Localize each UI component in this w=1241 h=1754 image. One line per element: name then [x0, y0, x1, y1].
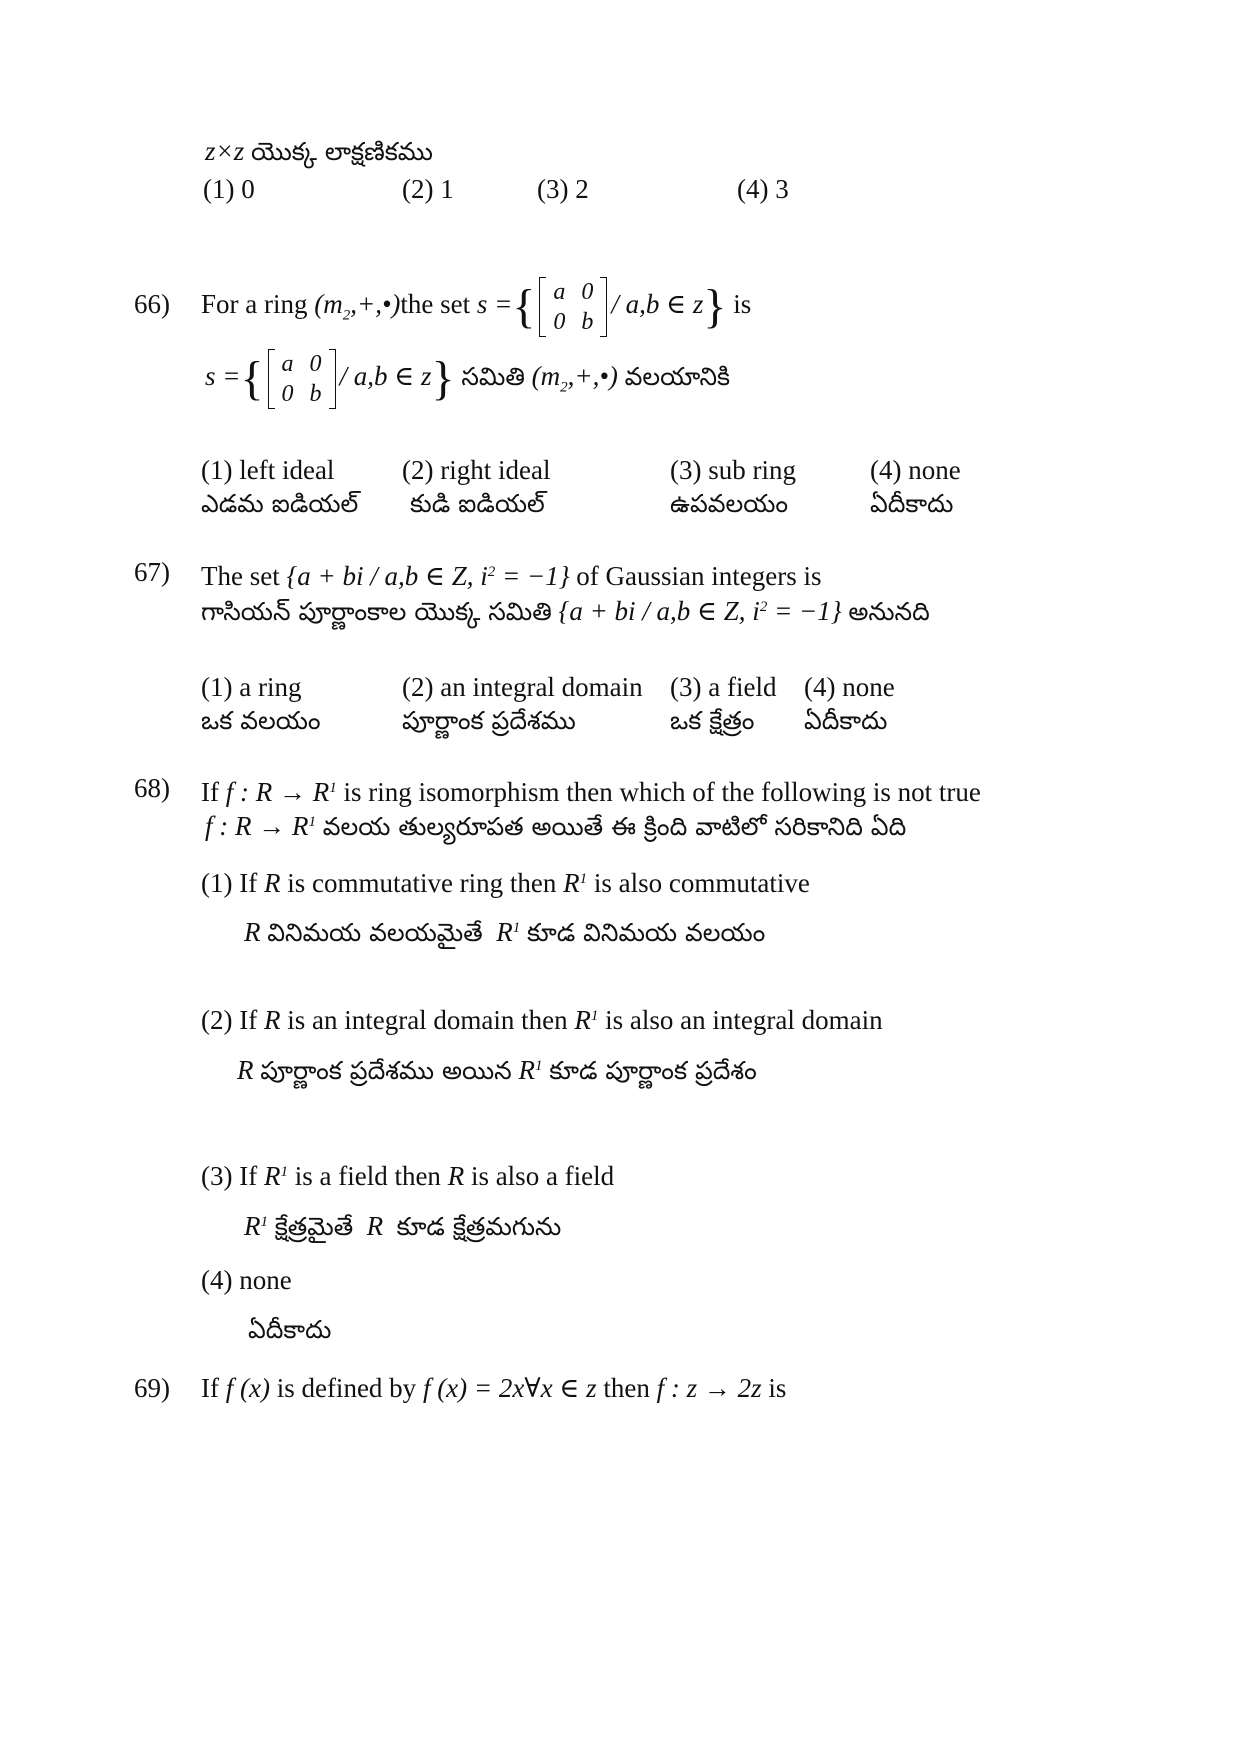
q68-option-3-en — [201, 1155, 614, 1193]
option-en: (3) a field — [670, 672, 777, 702]
q66-ring-rest: ,+,•) — [350, 289, 401, 319]
q68-map-te: f : R → R — [205, 811, 309, 841]
option-en: (3) sub ring — [670, 455, 796, 485]
var-R1-sup: 1 — [280, 1164, 288, 1180]
q65-telugu-stem — [205, 134, 433, 169]
q67-set-sup-te: 2 — [759, 599, 768, 615]
option-en: (4) none — [804, 672, 895, 702]
q65-option-4: (4) 3 — [737, 174, 789, 204]
q68-option-1-te — [244, 911, 765, 950]
q67-set-sup: 2 — [487, 564, 496, 580]
option-te: కూడ క్షేత్రమగును — [396, 1212, 562, 1241]
q66-option-1 — [201, 453, 358, 521]
option-te: కూడ పూర్ణాంక ప్రదేశం — [549, 1056, 757, 1085]
q68-english-stem — [201, 771, 981, 809]
q66-ring-sub-te: 2 — [560, 379, 568, 396]
option-label: (2) If — [201, 1005, 258, 1035]
q65-math: z×z — [205, 136, 245, 166]
option-label: (3) If — [201, 1161, 258, 1191]
q68-option-4-en: (4) none — [201, 1265, 292, 1295]
q66-set-lhs-te: s = — [205, 361, 241, 391]
q68-map-sup-te: 1 — [308, 814, 316, 830]
q67-number: 67) — [134, 557, 170, 587]
q69-map: f : z → 2z — [656, 1373, 762, 1403]
q65-option-1: (1) 0 — [203, 174, 255, 204]
option-text: is a field then — [294, 1161, 441, 1191]
option-text: is also a field — [470, 1161, 615, 1191]
q67-suffix: of Gaussian integers is — [576, 561, 822, 591]
q66-option-4 — [870, 453, 961, 521]
matrix-cell: 0 — [581, 278, 594, 305]
option-te: ఏదీకాదు — [804, 706, 888, 735]
matrix-cell: a — [281, 350, 294, 377]
q66-ring: (m — [314, 289, 343, 319]
option-te: ఎడమ ఐడియల్ — [201, 489, 359, 518]
q66-telugu-stem: s ={ a 0 0 b / a,b ∈ z} సమితి $(m_2,+,•)$ వలయానికి — [205, 350, 731, 407]
q69-number: 69) — [134, 1373, 170, 1403]
q67-set-close: = −1} — [495, 561, 570, 591]
q66-option-2 — [402, 453, 550, 521]
q67-option-2 — [402, 670, 643, 738]
q67-set-te: {a + bi / a,b ∈ Z, i — [558, 596, 760, 626]
q66-option-3 — [670, 453, 796, 521]
q67-telugu-stem — [201, 590, 930, 629]
q68-map: f : R → R — [225, 777, 330, 807]
q66-set-lhs: s = — [476, 289, 513, 319]
matrix-cell: 0 — [553, 308, 566, 335]
q66-ring-rest-te: ,+,•) — [567, 361, 618, 391]
option-te: ఏదీకాదు — [870, 489, 954, 518]
q68-number: 68) — [134, 773, 170, 803]
var-R1: R — [496, 917, 513, 947]
matrix-cell: b — [581, 308, 594, 335]
q67-set-close-te: = −1} — [767, 596, 842, 626]
var-R: R — [447, 1161, 465, 1191]
q66-number: 66) — [134, 289, 170, 319]
option-en: (1) a ring — [201, 672, 302, 702]
q68-te-suffix: వలయ తుల్యరూపత అయితే ఈ క్రింది వాటిలో సరికానిది ఏది — [322, 812, 907, 841]
option-en: (4) none — [870, 455, 961, 485]
option-te: క్షేత్రమైతే — [274, 1212, 354, 1241]
option-text: is an integral domain then — [287, 1005, 568, 1035]
option-te: ఒక వలయం — [201, 706, 321, 735]
q65-option-2: (2) 1 — [402, 174, 454, 204]
var-R1: R — [263, 1161, 281, 1191]
option-text: is commutative ring then — [287, 868, 557, 898]
q69-stem — [201, 1371, 786, 1405]
option-te: ఉపవలయం — [670, 489, 789, 518]
q67-prefix: The set — [201, 561, 280, 591]
q68-option-2-en — [201, 999, 883, 1037]
var-R1: R — [563, 868, 580, 898]
q68-suffix: is ring isomorphism then which of the following is not true — [343, 777, 981, 807]
var-R: R — [244, 917, 261, 947]
matrix-cell: 0 — [281, 380, 294, 407]
matrix-cell: b — [309, 380, 322, 407]
option-te: కూడ వినిమయ వలయం — [526, 918, 766, 947]
q68-option-2-te — [237, 1049, 757, 1088]
q69-text: If — [201, 1373, 219, 1403]
option-label: (1) If — [201, 868, 258, 898]
q67-te-prefix: గాసియన్ పూర్ణాంకాల యొక్క సమితి — [201, 597, 552, 626]
q66-ring-sub: 2 — [342, 307, 351, 324]
var-R: R — [366, 1211, 384, 1241]
q66-set-cond-te: / a,b ∈ z — [339, 361, 432, 391]
var-R1-sup: 1 — [590, 1008, 599, 1024]
q66-prefix: For a ring — [201, 289, 308, 319]
var-R1: R — [574, 1005, 591, 1035]
q67-option-4 — [804, 670, 895, 738]
var-R1-sup: 1 — [534, 1058, 543, 1074]
q67-english-stem — [201, 555, 821, 593]
q69-text: is — [768, 1373, 787, 1403]
q69-fx: f (x) — [225, 1373, 270, 1403]
option-text: is also commutative — [593, 868, 810, 898]
q66-te-text1: సమితి — [461, 362, 525, 391]
q68-telugu-stem — [205, 805, 906, 844]
var-R: R — [263, 1005, 281, 1035]
option-te: వినిమయ వలయమైతే — [267, 918, 483, 947]
q66-english-stem: For a ring $(m_2,+,•)the$ set s ={ a 0 0 b / a,b ∈ z} is — [201, 278, 752, 335]
var-R1: R — [244, 1211, 261, 1241]
q66-te-text2: వలయానికి — [624, 362, 731, 391]
option-te: పూర్ణాంక ప్రదేశము అయిన — [260, 1056, 512, 1085]
q66-matrix — [539, 277, 607, 337]
q68-option-4-te: ఏదీకాదు — [248, 1315, 332, 1344]
q68-prefix: If — [201, 777, 219, 807]
option-en: (2) an integral domain — [402, 672, 643, 702]
option-en: (1) left ideal — [201, 455, 335, 485]
matrix-cell: a — [553, 278, 566, 305]
q69-text: then — [603, 1373, 650, 1403]
var-R: R — [237, 1055, 254, 1085]
q65-telugu-text: యొక్క లాక్షణికము — [250, 137, 433, 166]
q66-ring-te: (m — [531, 361, 561, 391]
q66-suffix: is — [733, 289, 752, 319]
option-te: కుడి ఐడియల్ — [410, 489, 545, 518]
q66-mid: the set — [400, 289, 471, 319]
q65-option-3: (3) 2 — [537, 174, 589, 204]
var-R1: R — [518, 1055, 535, 1085]
q66-matrix-te — [268, 349, 336, 409]
q69-def: f (x) = 2x∀x ∈ z — [422, 1373, 597, 1403]
q68-map-sup: 1 — [329, 780, 337, 796]
option-text: is also an integral domain — [605, 1005, 883, 1035]
var-R: R — [263, 868, 281, 898]
q67-option-3 — [670, 670, 776, 738]
option-te: ఒక క్షేత్రం — [670, 706, 755, 735]
option-en: (2) right ideal — [402, 455, 551, 485]
var-R1-sup: 1 — [579, 871, 588, 887]
q67-option-1 — [201, 670, 321, 738]
q68-option-1-en — [201, 862, 810, 900]
var-R1-sup: 1 — [260, 1214, 268, 1230]
q67-te-suffix: అనునది — [848, 597, 930, 626]
option-te: పూర్ణాంక ప్రదేశము — [402, 706, 576, 735]
var-R1-sup: 1 — [512, 920, 521, 936]
matrix-cell: 0 — [309, 350, 322, 377]
q68-option-3-te — [244, 1205, 561, 1244]
q66-set-cond: / a,b ∈ z — [611, 289, 704, 319]
q67-set: {a + bi / a,b ∈ Z, i — [286, 561, 488, 591]
q69-text: is defined by — [276, 1373, 417, 1403]
